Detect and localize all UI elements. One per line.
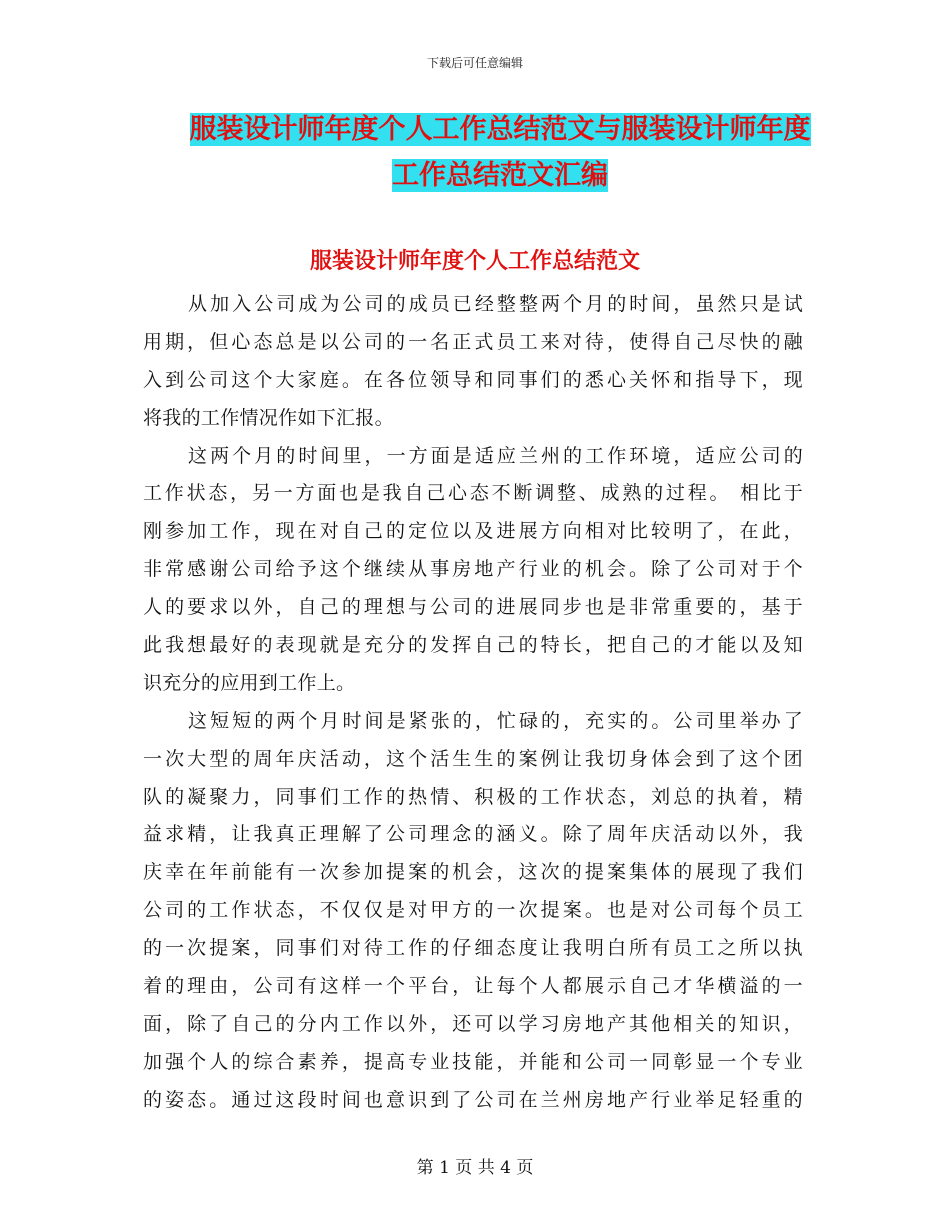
paragraph-1-line: 入到公司这个大家庭。在各位领导和同事们的悉心关怀和指导下，现 <box>143 368 803 391</box>
paragraph-3-line: 庆幸在年前能有一次参加提案的机会，这次的提案集体的展现了我们 <box>143 861 803 884</box>
paragraph-2-line: 此我想最好的表现就是充分的发挥自己的特长，把自己的才能以及知 <box>143 634 803 657</box>
paragraph-3-line: 的姿态。通过这段时间也意识到了公司在兰州房地产行业举足轻重的 <box>143 1088 803 1111</box>
paragraph-3-line: 面，除了自己的分内工作以外，还可以学习房地产其他相关的知识， <box>143 1012 803 1035</box>
page-header: 下载后可任意编辑 <box>426 56 523 70</box>
paragraph-3-line: 的一次提案，同事们对待工作的仔细态度让我明白所有员工之所以执 <box>143 937 803 960</box>
document-title-line-1: 服装设计师年度个人工作总结范文与服装设计师年度 <box>189 114 811 145</box>
paragraph-3-line: 这短短的两个月时间是紧张的，忙碌的，充实的。公司里举办了 <box>188 709 803 732</box>
paragraph-3-line: 队的凝聚力，同事们工作的热情、积极的工作状态，刘总的执着，精 <box>143 785 803 808</box>
paragraph-1-line: 从加入公司成为公司的成员已经整整两个月的时间，虽然只是试 <box>188 293 803 315</box>
paragraph-1-line: 用期，但心态总是以公司的一名正式员工来对待，使得自己尽快的融 <box>143 330 803 353</box>
paragraph-2-line: 人的要求以外，自己的理想与公司的进展同步也是非常重要的，基于 <box>143 596 803 619</box>
paragraph-2-line: 识充分的应用到工作上。 <box>143 671 356 694</box>
paragraph-2-line: 这两个月的时间里，一方面是适应兰州的工作环境，适应公司的 <box>188 444 803 467</box>
paragraph-1-line: 将我的工作情况作如下汇报。 <box>143 406 394 429</box>
paragraph-2-line: 刚参加工作，现在对自己的定位以及进展方向相对比较明了，在此， <box>143 520 803 543</box>
paragraph-2-line: 工作状态，另一方面也是我自己心态不断调整、成熟的过程。 相比于 <box>143 482 803 505</box>
paragraph-2-line: 非常感谢公司给予这个继续从事房地产行业的机会。除了公司对于个 <box>143 558 803 581</box>
paragraph-3-line: 益求精，让我真正理解了公司理念的涵义。除了周年庆活动以外，我 <box>143 823 803 846</box>
paragraph-3-line: 着的理由，公司有这样一个平台，让每个人都展示自己才华横溢的一 <box>143 975 803 998</box>
paragraph-3-line: 加强个人的综合素养，提高专业技能，并能和公司一同彰显一个专业 <box>143 1050 803 1073</box>
page-footer: 第 1 页 共 4 页 <box>416 1158 534 1178</box>
document-title-line-2: 工作总结范文汇编 <box>392 160 608 191</box>
body-text <box>143 286 803 1120</box>
section-title: 服装设计师年度个人工作总结范文 <box>309 248 640 274</box>
paragraph-3-line: 一次大型的周年庆活动，这个活生生的案例让我切身体会到了这个团 <box>143 747 803 770</box>
paragraph-3-line: 公司的工作状态，不仅仅是对甲方的一次提案。也是对公司每个员工 <box>143 899 803 922</box>
